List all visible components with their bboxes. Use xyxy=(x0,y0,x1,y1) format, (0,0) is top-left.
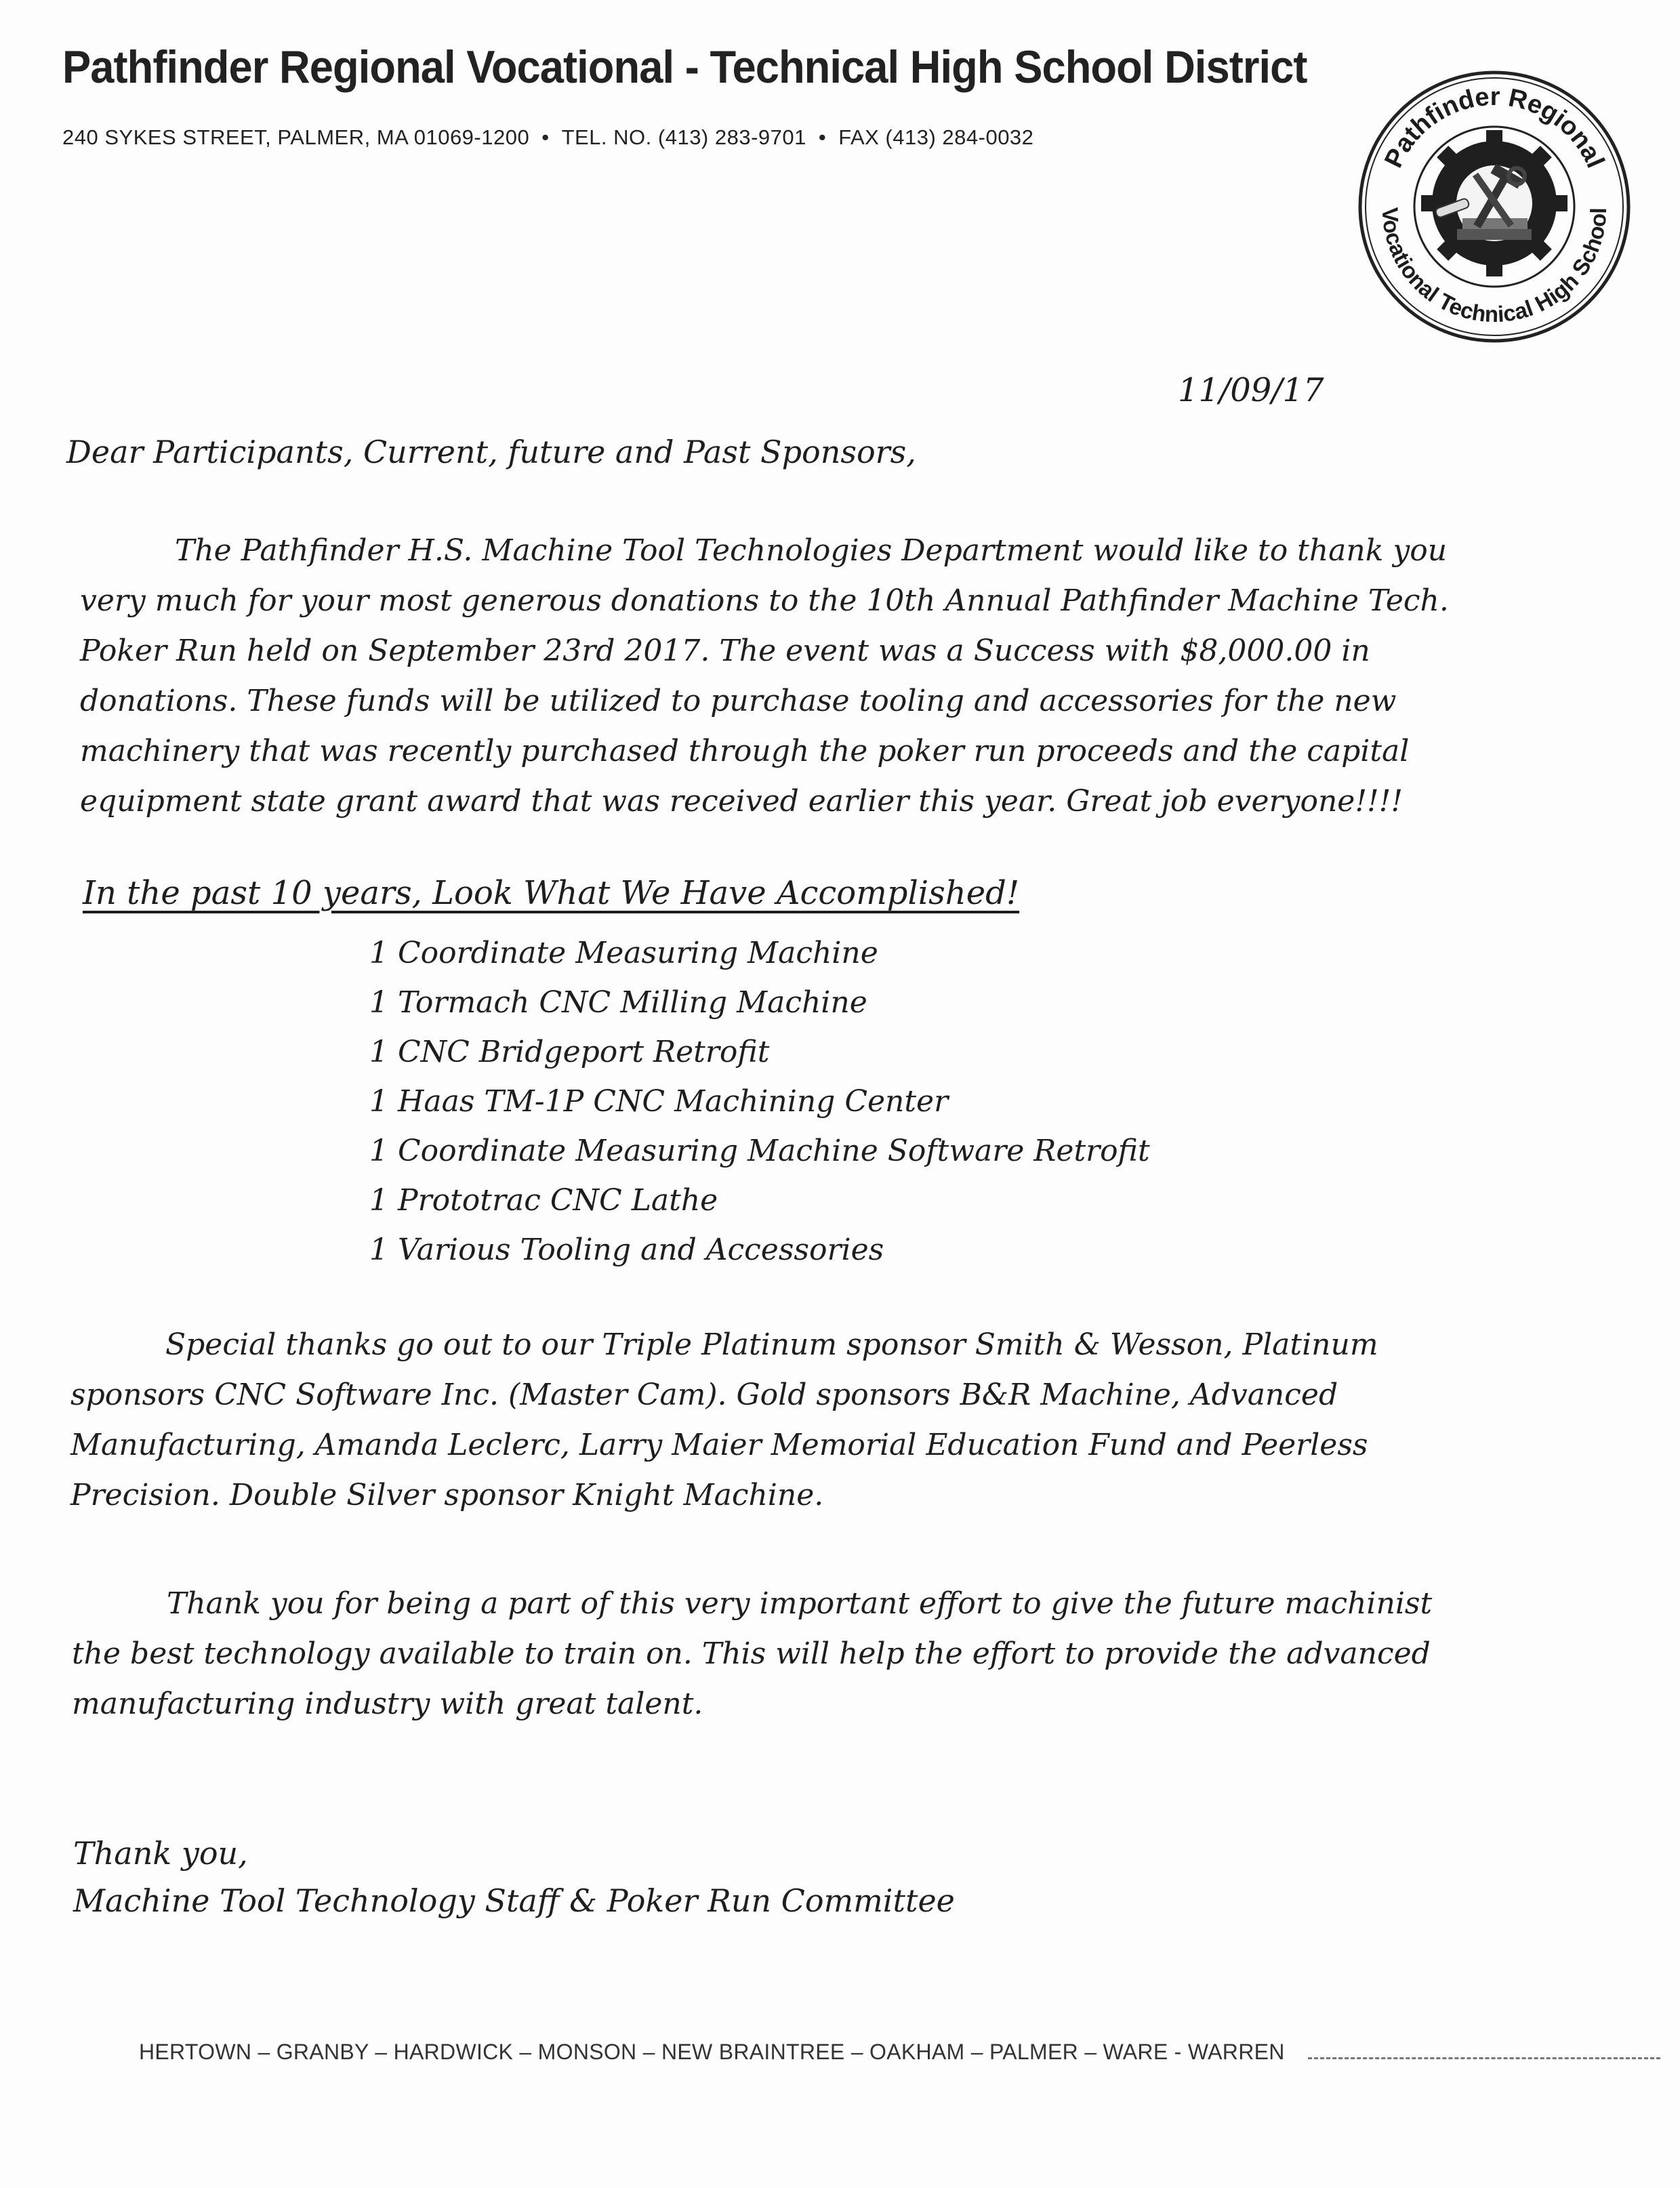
item-quantity: 1 xyxy=(369,1134,388,1168)
paragraph-line: sponsors CNC Software Inc. (Master Cam). Gold sponsors B&R Machine, Advanced xyxy=(70,1378,1338,1412)
accomplishments-list xyxy=(369,928,1150,1275)
item-text: Coordinate Measuring Machine Software Retrofit xyxy=(398,1134,1150,1168)
item-quantity: 1 xyxy=(369,1035,388,1069)
paragraph-line: Precision. Double Silver sponsor Knight Machine. xyxy=(70,1478,824,1512)
paragraph-line: The Pathfinder H.S. Machine Tool Technologies Department would like to thank you xyxy=(175,533,1448,568)
item-text: Various Tooling and Accessories xyxy=(398,1233,884,1267)
paragraph-line: very much for your most generous donations to the 10th Annual Pathfinder Machine Tech. xyxy=(80,583,1449,618)
member-towns-footer: HERTOWN – GRANBY – HARDWICK – MONSON – NEW BRAINTREE – OAKHAM – PALMER – WARE - WARREN xyxy=(139,2040,1285,2064)
list-item xyxy=(369,1176,1150,1225)
fax: FAX (413) 284-0032 xyxy=(838,125,1034,149)
item-text: Haas TM-1P CNC Machining Center xyxy=(398,1084,949,1119)
list-item xyxy=(369,1077,1150,1126)
signature-name: Machine Tool Technology Staff & Poker Run Committee xyxy=(73,1882,955,1919)
accomplishments-heading: In the past 10 years, Look What We Have Accomplished! xyxy=(83,874,1020,912)
bullet-separator: • xyxy=(818,125,827,149)
paragraph-line: equipment state grant award that was received earlier this year. Great job everyone!!!! xyxy=(80,784,1404,819)
telephone: TEL. NO. (413) 283-9701 xyxy=(561,125,806,149)
contact-line xyxy=(62,125,1033,150)
thank-you-paragraph xyxy=(80,526,1571,827)
paragraph-line: Manufacturing, Amanda Leclerc, Larry Maier Memorial Education Fund and Peerless xyxy=(70,1428,1368,1462)
item-text: CNC Bridgeport Retrofit xyxy=(398,1035,770,1069)
school-seal xyxy=(1355,68,1633,346)
item-quantity: 1 xyxy=(369,1233,388,1267)
paragraph-line: Special thanks go out to our Triple Platinum sponsor Smith & Wesson, Platinum xyxy=(165,1327,1378,1362)
item-quantity: 1 xyxy=(369,1084,388,1119)
closing-paragraph xyxy=(72,1579,1563,1729)
list-item xyxy=(369,928,1150,978)
closing-line: Thank you, xyxy=(73,1835,248,1872)
paragraph-line: manufacturing industry with great talent. xyxy=(72,1687,703,1721)
signature-block xyxy=(73,1830,955,1924)
salutation: Dear Participants, Current, future and Past Sponsors, xyxy=(66,434,916,470)
item-text: Coordinate Measuring Machine xyxy=(398,936,878,970)
list-item xyxy=(369,1027,1150,1077)
list-item xyxy=(369,1126,1150,1176)
seal-bottom-text: Vocational Technical High School xyxy=(1377,207,1612,327)
paragraph-line: Thank you for being a part of this very important effort to give the future machinist xyxy=(167,1586,1433,1621)
paragraph-line: machinery that was recently purchased through the poker run proceeds and the capital xyxy=(80,734,1410,768)
list-item xyxy=(369,1225,1150,1275)
item-text: Prototrac CNC Lathe xyxy=(398,1183,718,1218)
item-quantity: 1 xyxy=(369,1183,388,1218)
footer-divider xyxy=(1308,2057,1660,2059)
bullet-separator: • xyxy=(541,125,550,149)
item-quantity: 1 xyxy=(369,936,388,970)
paragraph-line: donations. These funds will be utilized to purchase tooling and accessories for the new xyxy=(80,684,1397,718)
street-address: 240 SYKES STREET, PALMER, MA 01069-1200 xyxy=(62,125,530,149)
item-text: Tormach CNC Milling Machine xyxy=(398,985,867,1020)
school-name: Pathfinder Regional Vocational - Technical High School District xyxy=(62,41,1307,93)
paragraph-line: Poker Run held on September 23rd 2017. The event was a Success with $8,000.00 in xyxy=(80,634,1370,668)
paragraph-line: the best technology available to train on. This will help the effort to provide the advanced xyxy=(72,1636,1431,1671)
list-item xyxy=(369,978,1150,1027)
seal-top-text: Pathfinder Regional xyxy=(1379,82,1610,173)
sponsors-paragraph xyxy=(70,1320,1561,1521)
letter-date: 11/09/17 xyxy=(1178,371,1324,409)
gear-tools-icon xyxy=(1421,130,1568,276)
item-quantity: 1 xyxy=(369,985,388,1020)
